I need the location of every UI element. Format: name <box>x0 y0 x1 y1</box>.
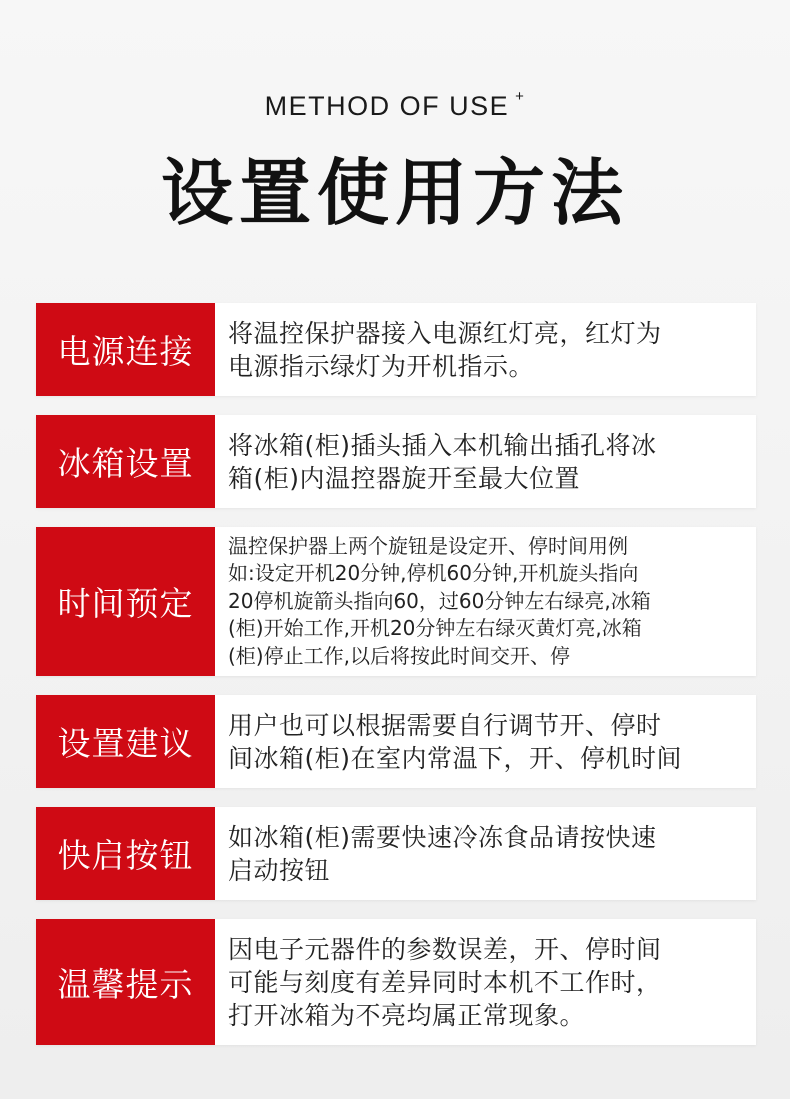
step-description: 温控保护器上两个旋钮是设定开、停时间用例 如:设定开机20分钟,停机60分钟,开机旋头指向 20停机旋箭头指向60，过60分钟左右绿亮,冰箱 (柜)开始工作,开机20分钟左右绿灭黄灯亮,冰箱 (柜)停止工作,以后将按此时间交开、停 <box>228 533 651 668</box>
eyebrow-text: METHOD OF USE <box>264 91 510 121</box>
step-description: 将温控保护器接入电源红灯亮，红灯为 电源指示绿灯为开机指示。 <box>228 318 662 381</box>
step-row-warm-tips <box>36 919 756 1045</box>
step-label: 电源连接 <box>36 303 215 396</box>
step-label: 快启按钮 <box>36 807 215 900</box>
step-label: 时间预定 <box>36 527 215 676</box>
step-description: 如冰箱(柜)需要快速冷冻食品请按快速 启动按钮 <box>228 822 657 885</box>
step-row-fridge-setup <box>36 415 756 508</box>
step-label: 冰箱设置 <box>36 415 215 508</box>
page-title: 设置使用方法 <box>160 151 629 235</box>
step-description: 将冰箱(柜)插头插入本机输出插孔将冰 箱(柜)内温控器旋开至最大位置 <box>228 430 657 493</box>
step-row-setting-advice <box>36 695 756 788</box>
step-description: 因电子元器件的参数误差，开、停时间 可能与刻度有差异同时本机不工作时， 打开冰箱为不亮均属正常现象。 <box>228 934 662 1030</box>
method-of-use-eyebrow <box>0 88 790 122</box>
step-row-time-schedule <box>36 527 756 676</box>
plus-mark: + <box>515 88 526 105</box>
step-label: 温馨提示 <box>36 919 215 1045</box>
step-label: 设置建议 <box>36 695 215 788</box>
step-description: 用户也可以根据需要自行调节开、停时 间冰箱(柜)在室内常温下，开、停机时间 <box>228 710 683 773</box>
step-row-quick-start <box>36 807 756 900</box>
step-row-power-connection <box>36 303 756 396</box>
